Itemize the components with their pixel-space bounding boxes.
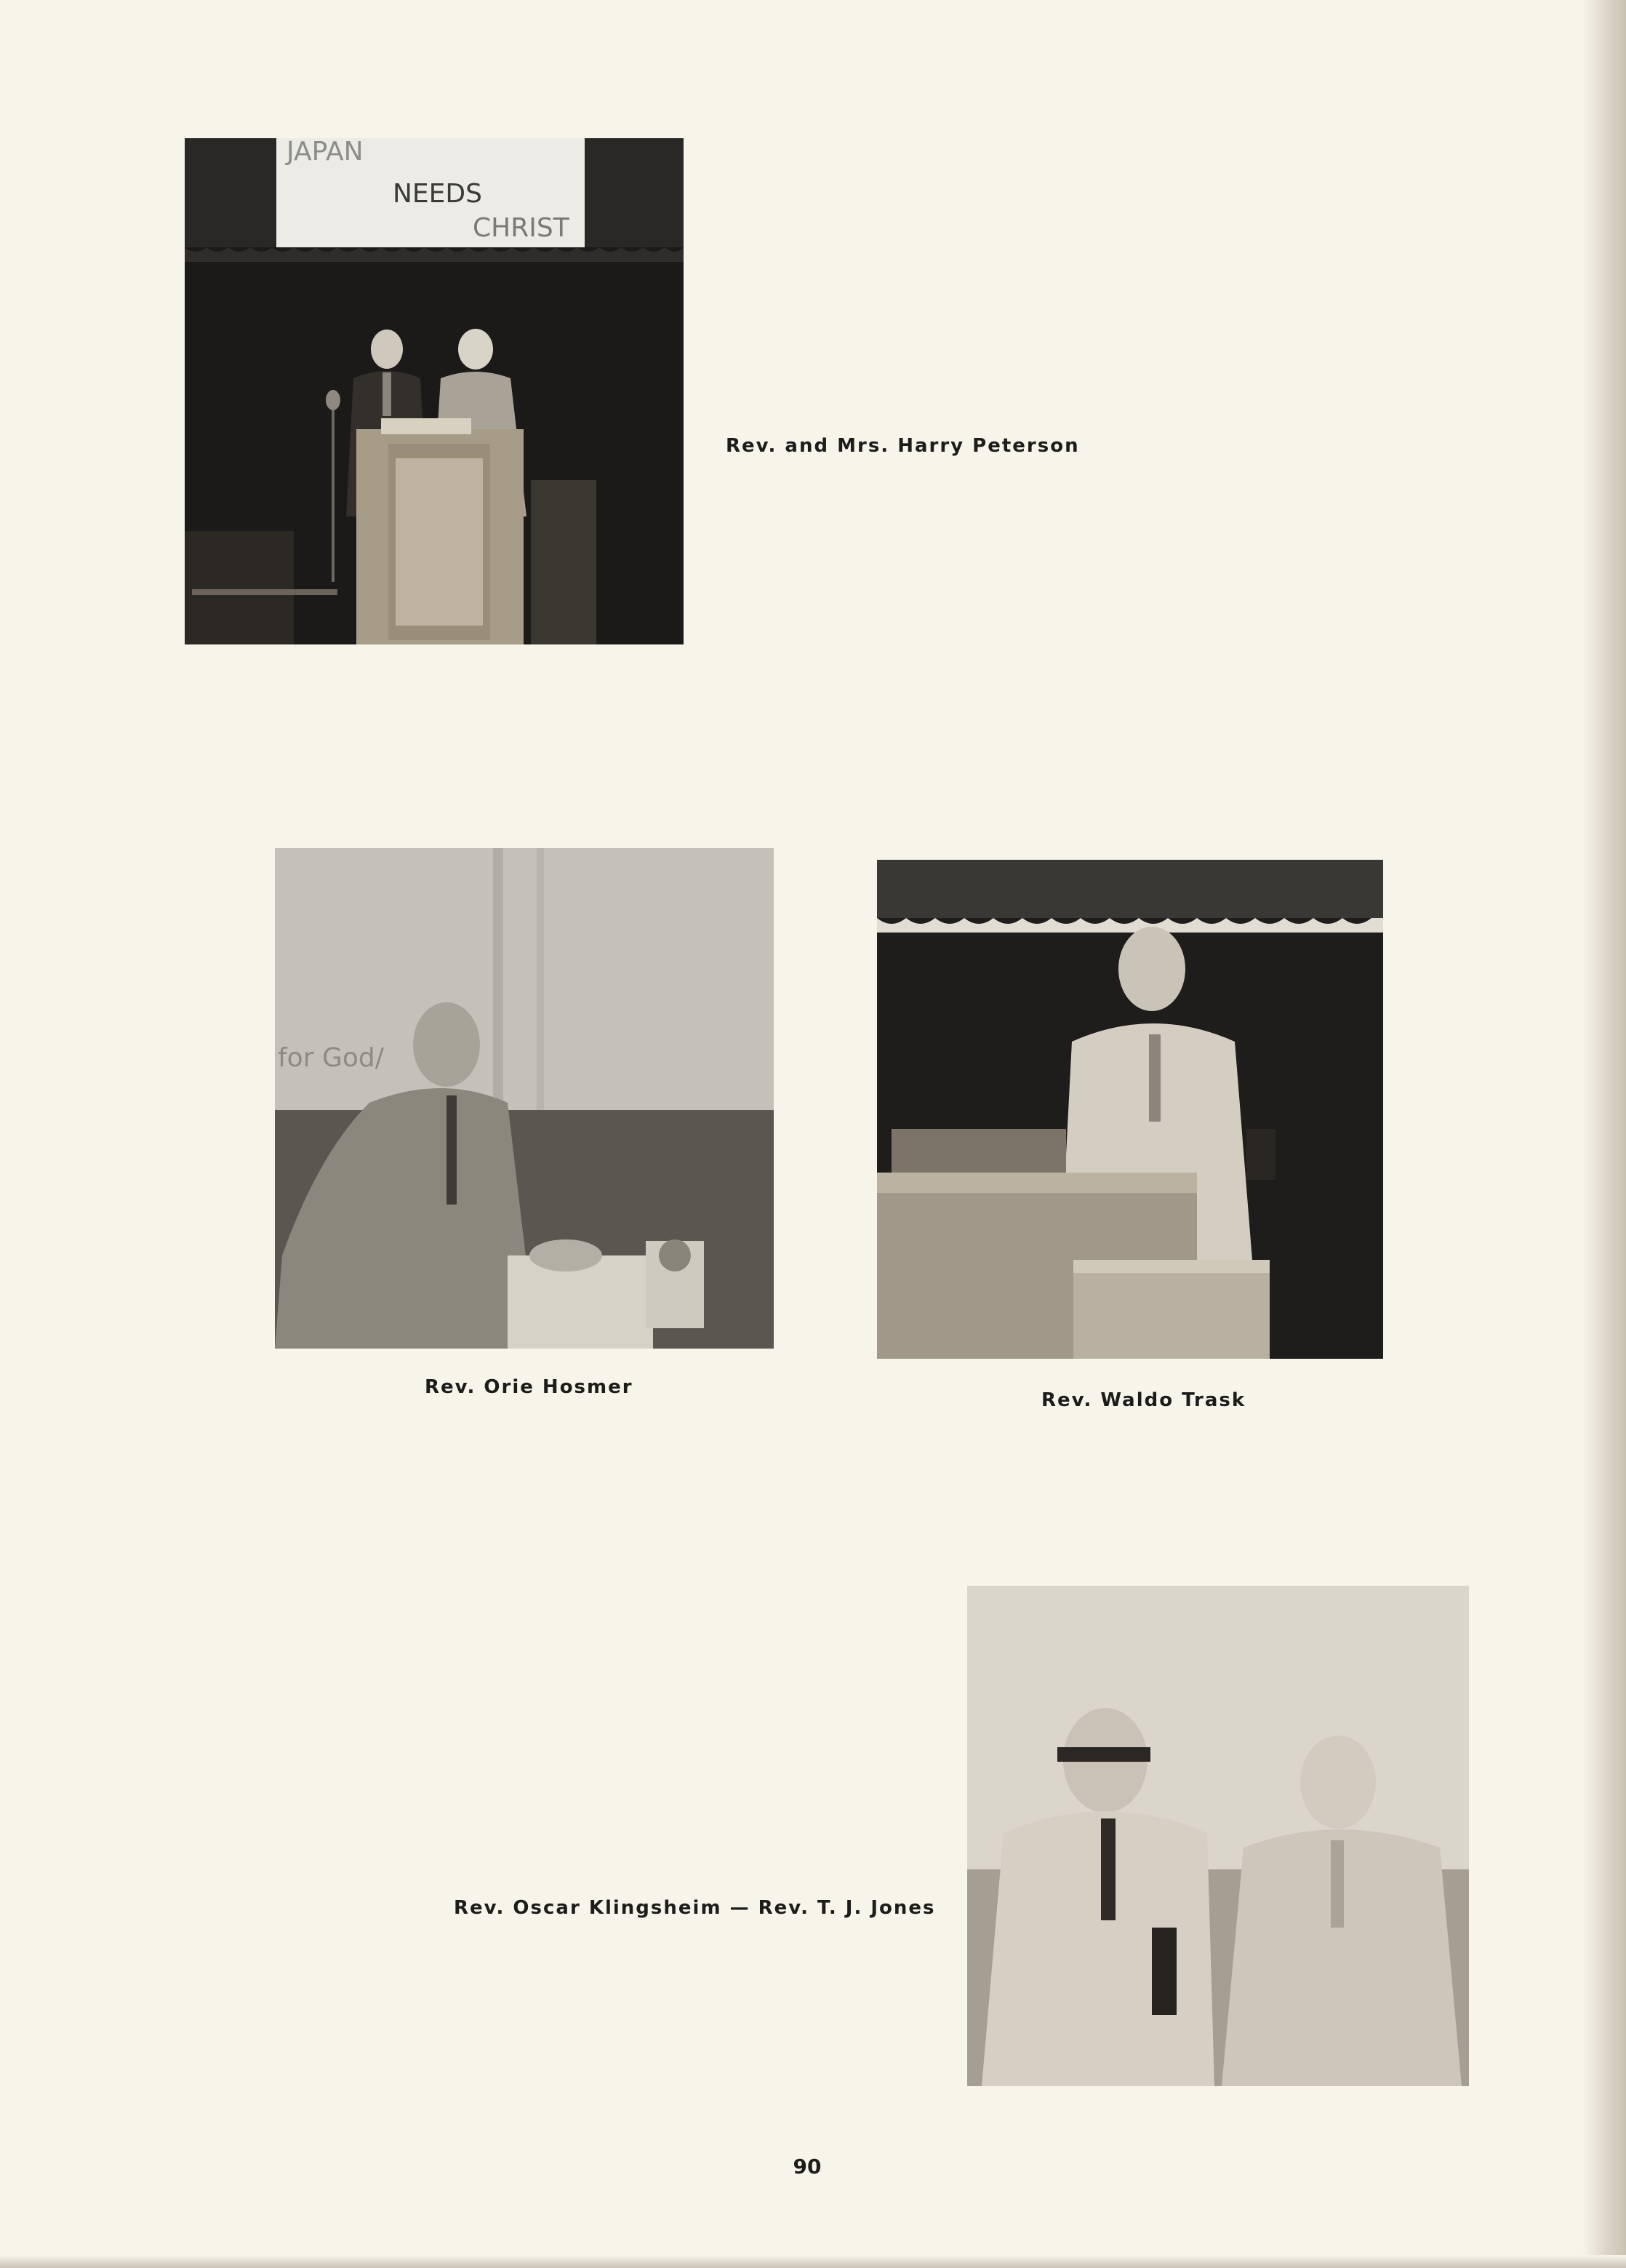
photo-harry-peterson <box>185 138 684 644</box>
page-number: 90 <box>793 2155 822 2179</box>
caption-klingsheim-jones: Rev. Oscar Klingsheim — Rev. T. J. Jones <box>454 1897 936 1919</box>
sign-line-3: CHRIST <box>473 213 569 243</box>
page-bottom-edge <box>0 2255 1626 2268</box>
caption-harry-peterson: Rev. and Mrs. Harry Peterson <box>726 435 1080 457</box>
sign-line-2: NEEDS <box>393 179 482 209</box>
binding-gutter <box>1582 0 1626 2268</box>
wall-text: for God/ <box>278 1043 384 1073</box>
photo-orie-hosmer <box>275 848 774 1349</box>
photo-klingsheim-jones <box>967 1586 1469 2086</box>
sign-line-1: JAPAN <box>287 138 364 167</box>
caption-orie-hosmer: Rev. Orie Hosmer <box>425 1376 633 1398</box>
caption-waldo-trask: Rev. Waldo Trask <box>1041 1389 1246 1411</box>
photo-waldo-trask <box>877 860 1383 1359</box>
